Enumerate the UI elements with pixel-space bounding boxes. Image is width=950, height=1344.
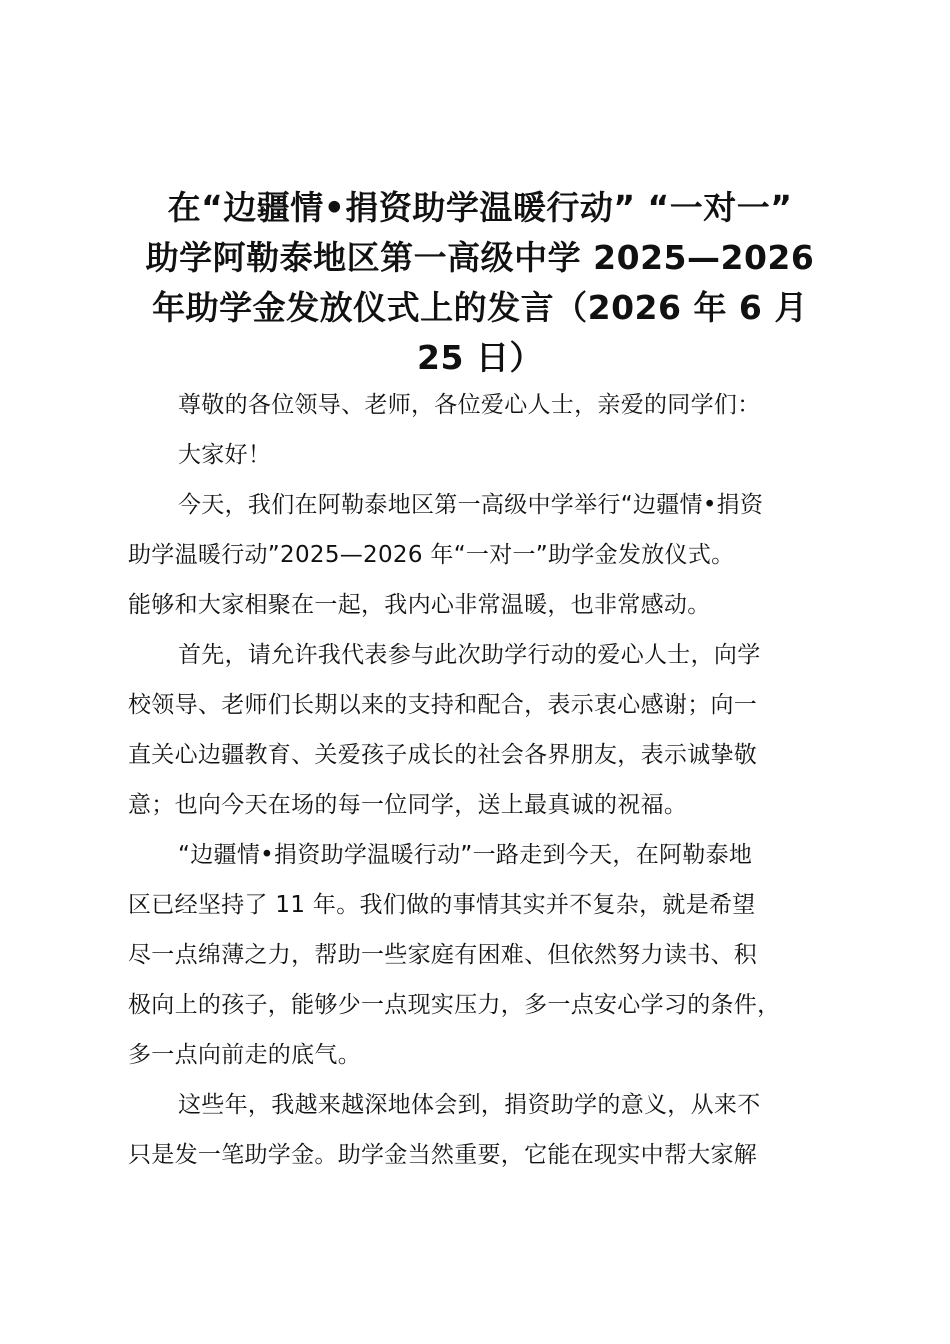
body-paragraph	[128, 1080, 848, 1180]
paragraph-line: 校领导、老师们长期以来的支持和配合，表示衷心感谢；向一	[128, 692, 758, 718]
paragraph-line: 首先，请允许我代表参与此次助学行动的爱心人士，向学	[178, 642, 761, 668]
title-line: 25 日）	[417, 338, 543, 377]
greeting-paragraph	[128, 430, 848, 480]
title-line: 在“边疆情•捐资助学温暖行动” “一对一”	[167, 188, 793, 227]
paragraph-line: 极向上的孩子，能够少一点现实压力，多一点安心学习的条件，	[128, 992, 781, 1018]
paragraph-line: 大家好！	[178, 442, 272, 468]
paragraph-line: 尽一点绵薄之力，帮助一些家庭有困难、但依然努力读书、积	[128, 942, 758, 968]
paragraph-line: 尊敬的各位领导、老师，各位爱心人士，亲爱的同学们：	[178, 392, 761, 418]
document-title	[120, 183, 840, 383]
paragraph-line: 意；也向今天在场的每一位同学，送上最真诚的祝福。	[128, 792, 688, 818]
paragraph-line: 这些年，我越来越深地体会到，捐资助学的意义，从来不	[178, 1092, 761, 1118]
paragraph-line: 助学温暖行动”2025—2026 年“一对一”助学金发放仪式。	[128, 542, 735, 568]
paragraph-line: 多一点向前走的底气。	[128, 1042, 361, 1068]
paragraph-line: 区已经坚持了 11 年。我们做的事情其实并不复杂，就是希望	[128, 892, 756, 918]
salutation-paragraph	[128, 380, 848, 430]
document-body	[128, 380, 848, 1180]
paragraph-line: 今天，我们在阿勒泰地区第一高级中学举行“边疆情•捐资	[178, 492, 764, 518]
body-paragraph	[128, 630, 848, 830]
title-line: 年助学金发放仪式上的发言（2026 年 6 月	[152, 288, 808, 327]
body-paragraph	[128, 480, 848, 630]
paragraph-line: 直关心边疆教育、关爱孩子成长的社会各界朋友，表示诚挚敬	[128, 742, 758, 768]
paragraph-line: 能够和大家相聚在一起，我内心非常温暖，也非常感动。	[128, 592, 711, 618]
title-line: 助学阿勒泰地区第一高级中学 2025—2026	[145, 238, 815, 277]
paragraph-line: “边疆情•捐资助学温暖行动”一路走到今天，在阿勒泰地	[178, 842, 753, 868]
paragraph-line: 只是发一笔助学金。助学金当然重要，它能在现实中帮大家解	[128, 1142, 758, 1168]
body-paragraph	[128, 830, 848, 1080]
